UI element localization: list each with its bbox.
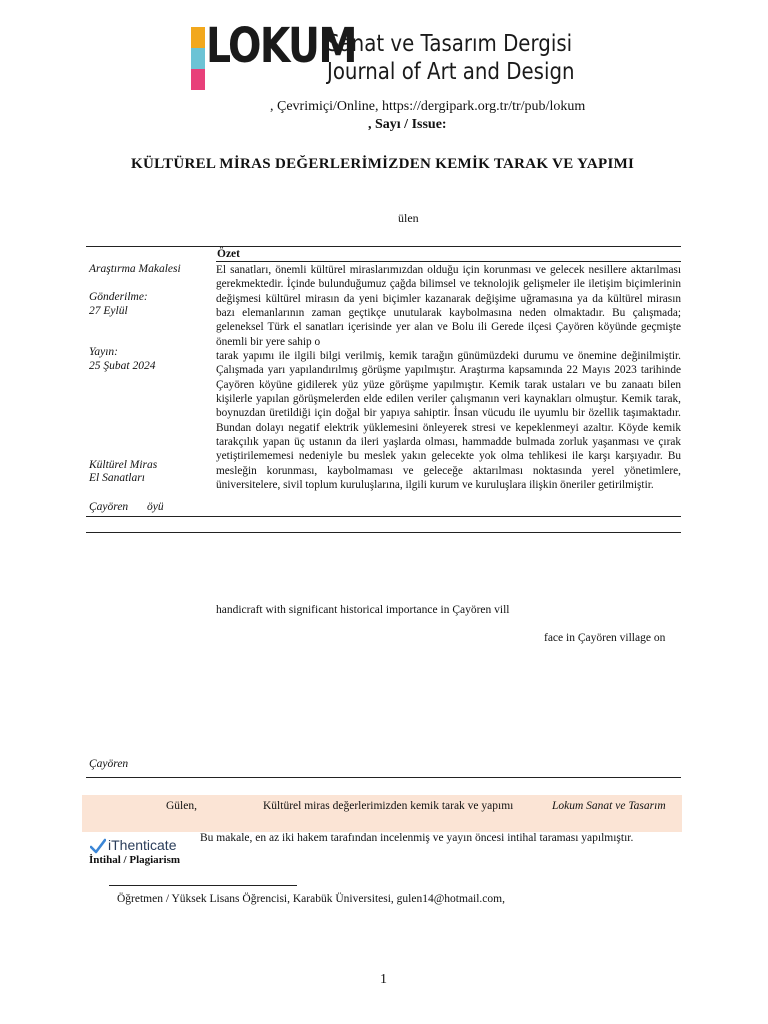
journal-name-en: Journal of Art and Design <box>327 59 575 85</box>
english-bottom-rule <box>86 777 681 778</box>
footnote-rule <box>109 885 297 886</box>
logo-bar-yellow <box>191 27 205 48</box>
logo-wordmark: LOKUM <box>206 18 356 74</box>
plagiarism-note: Bu makale, en az iki hakem tarafından incelenmiş ve yayın öncesi intihal taraması yapılmıştır. <box>200 832 634 844</box>
ithenticate-logo: iThenticate <box>108 837 177 853</box>
english-keyword: Çayören <box>89 758 129 770</box>
article-type: Araştırma Makalesi <box>89 263 181 275</box>
keyword-1: Kültürel Miras <box>89 459 158 471</box>
abstract-paragraph-2: tarak yapımı ile ilgili bilgi verilmiş, kemik tarağın günümüzdeki durumu ve önemine değinilmiştir. Çalışmada yarı yapılandırılmış görüşme yapılmıştır. Araştırma kapsamında 22 Mayıs 2023 tarihinde Çayören köyüne gidilerek yüz yüze görüşme yapılmıştır. Kemik tarak ustaları ve bu zanaatı bilen kişilerle yapılan görüşmelerden elde edilen veriler çalışmanın veri kaynakları olmuştur. Kemik tarak, boynuzdan üretildiği için doğal bir yapıya sahiptir. İnsan vücudu ile uyumlu bir özellik taşımaktadır. Bundan dolayı negatif elektrik yüklemesini önleyerek stresi ve kepeklenmeyi azaltır. Köyde kemik tarakçılık yapan üç ustanın da ileri yaşlarda olması, hammadde bulmada zorluk yaşanması ve çırak yetiştirilememesi nedeniyle bu meslek yakın gelecekte yok olma tehlikesi ile karşı karşıyadır. Bu mesleğin korunması, kaybolmaması ve geleceğe aktarılması noktasında yerel yönetimlere, üniversitelere, sivil toplum kuruluşlarına, ilgili kurum ve kuruluşlara ilişkin öneriler getirilmiştir. <box>216 350 681 492</box>
abstract-body <box>216 263 681 493</box>
published-label: Yayın: <box>89 346 118 358</box>
abstract-heading: Özet <box>217 248 240 260</box>
abstract-paragraph-1: El sanatları, önemli kültürel miraslarımızdan olduğu için korunması ve gelecek nesillere aktarılması gerekmektedir. İçinde bulunduğumuz çağda bilimsel ve teknolojik gelişmeler ile iletişim biçimlerinin değişmesi kültürel mirasın da yeni biçimler kazanarak değişime uğramasına ya da kültürel mirasın bazı elemanlarının zaman geçtikçe unutularak kaybolmasına neden olmaktadır. Bu çalışmada; geleneksel Türk el sanatları içerisinde yer alan ve Bolu ili Gerede ilçesi Çayören köyünde geçmişte önemli bir yere sahip o <box>216 264 681 348</box>
footnote-text: Öğretmen / Yüksek Lisans Öğrencisi, Karabük Üniversitesi, gulen14@hotmail.com, <box>117 893 505 905</box>
english-line-1: handicraft with significant historical importance in Çayören vill <box>216 604 510 616</box>
received-label: Gönderilme: <box>89 291 148 303</box>
online-line: , Çevrimiçi/Online, https://dergipark.org.tr/tr/pub/lokum <box>270 99 586 114</box>
citation-title: Kültürel miras değerlerimizden kemik tarak ve yapımı <box>263 800 514 812</box>
abstract-bottom-rule <box>86 516 681 517</box>
article-title: KÜLTÜREL MİRAS DEĞERLERİMİZDEN KEMİK TARAK VE YAPIMI <box>131 156 635 172</box>
issue-line: , Sayı / Issue: <box>368 117 447 132</box>
logo-bar-pink <box>191 69 205 90</box>
keyword-3a: Çayören <box>89 501 129 513</box>
author-name: ülen <box>398 211 419 225</box>
english-line-2: face in Çayören village on <box>544 632 666 644</box>
abstract-top-rule <box>86 246 681 247</box>
english-top-rule <box>86 532 681 533</box>
keyword-3b: öyü <box>147 501 164 513</box>
received-date: 27 Eylül <box>89 305 128 317</box>
published-date: 25 Şubat 2024 <box>89 360 156 372</box>
citation-author: Gülen, <box>166 800 197 812</box>
page-number: 1 <box>380 972 387 987</box>
checkmark-icon <box>90 838 106 854</box>
logo-color-bars <box>191 27 205 90</box>
journal-name-tr: Sanat ve Tasarım Dergisi <box>327 31 573 57</box>
keyword-2: El Sanatları <box>89 472 145 484</box>
citation-journal: Lokum Sanat ve Tasarım <box>552 800 666 812</box>
logo-bar-teal <box>191 48 205 69</box>
abstract-heading-rule <box>216 261 681 262</box>
plagiarism-label: İntihal / Plagiarism <box>89 854 181 866</box>
